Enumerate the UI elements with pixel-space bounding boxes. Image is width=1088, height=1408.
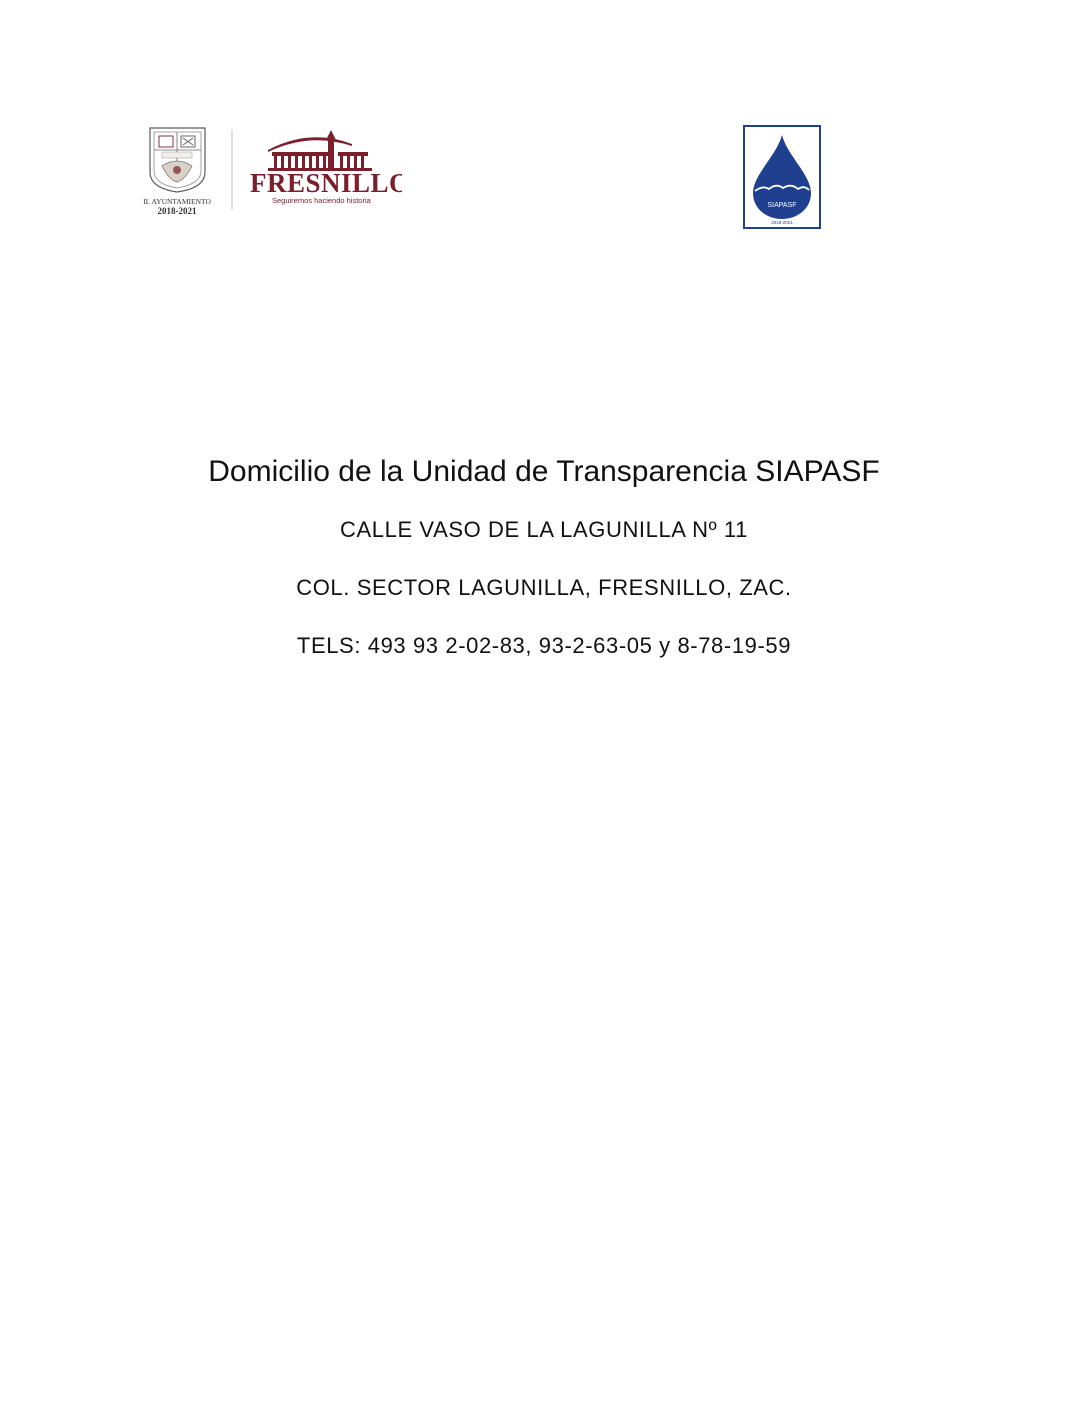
- fresnillo-ayuntamiento-logo: [140, 122, 402, 218]
- fresnillo-brand-name: FRESNILLO: [250, 168, 402, 198]
- fresnillo-logo-graphic: [140, 122, 402, 218]
- siapasf-logo-graphic: [743, 125, 821, 229]
- document-title: Domicilio de la Unidad de Transparencia SIAPASF: [208, 455, 880, 488]
- seal-caption-line1: II. AYUNTAMIENTO: [143, 197, 211, 206]
- municipal-seal-icon: [150, 128, 205, 192]
- siapasf-logo: [743, 125, 821, 229]
- fresnillo-tagline: Seguiremos haciendo historia: [272, 196, 371, 205]
- address-street: CALLE VASO DE LA LAGUNILLA Nº 11: [340, 517, 748, 542]
- seal-caption-line2: 2018-2021: [157, 206, 197, 216]
- siapasf-name: SIAPASF: [767, 202, 797, 209]
- address-colony: COL. SECTOR LAGUNILLA, FRESNILLO, ZAC.: [296, 575, 792, 600]
- phone-numbers: TELS: 493 93 2-02-83, 93-2-63-05 y 8-78-19-59: [296, 633, 792, 658]
- siapasf-years: 2018-2021: [771, 220, 793, 225]
- fresnillo-building-icon: [268, 130, 372, 171]
